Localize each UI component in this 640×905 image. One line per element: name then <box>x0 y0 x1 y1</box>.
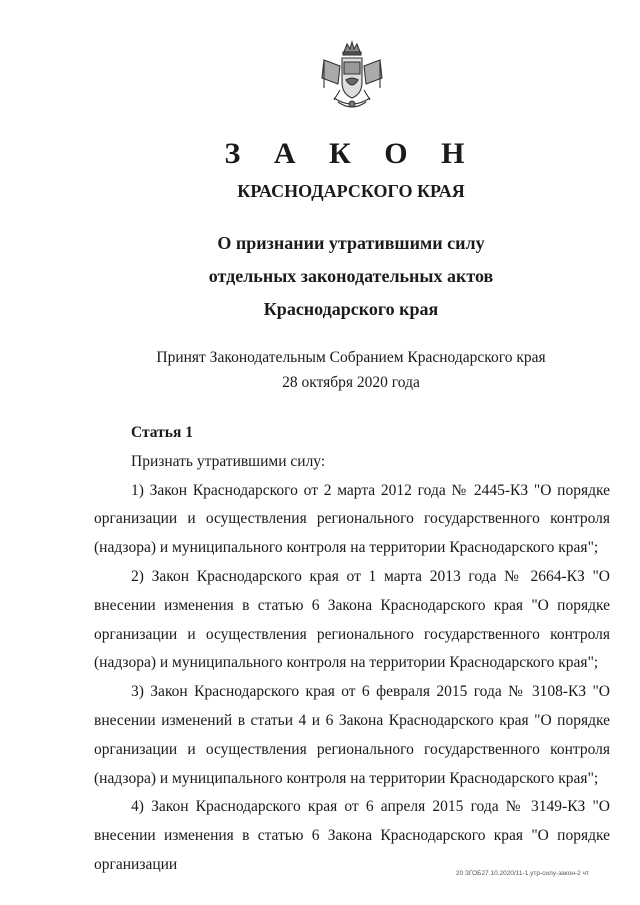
adoption-date: 28 октября 2020 года <box>282 374 420 391</box>
article-lead: Признать утратившими силу: <box>131 452 326 470</box>
law-subject <box>0 227 640 326</box>
subject-line-1: О признании утратившими силу <box>217 233 485 253</box>
document-type-title: З А К О Н <box>224 137 478 170</box>
region-title: КРАСНОДАРСКОГО КРАЯ <box>237 181 465 201</box>
article-body <box>94 419 610 880</box>
adoption-note <box>0 345 640 395</box>
adoption-line-1: Принят Законодательным Собранием Краснодарского края <box>156 349 546 366</box>
subject-line-2: отдельных законодательных актов <box>208 266 494 286</box>
article-item: 3) Закон Краснодарского края от 6 февраля 2015 года № 3108-КЗ "О внесении изменений в статьи 4 и 6 Закона Краснодарского края "О порядке организации и осуществления регионального государственного контроля (надзора) и муниципального контроля на территории Краснодарского края"; <box>94 683 610 787</box>
document-footer-stamp: 20 ЗГОБ27.10.2020/11-1.утр-силу-закон-2 чт <box>456 870 589 877</box>
article-heading: Статья 1 <box>131 424 193 441</box>
article-item: 4) Закон Краснодарского края от 6 апреля 2015 года № 3149-КЗ "О внесении изменения в статью 6 Закона Краснодарского края "О порядке организации <box>94 798 610 873</box>
article-item: 2) Закон Краснодарского края от 1 марта 2013 года № 2664-КЗ "О внесении изменения в статью 6 Закона Краснодарского края "О порядке организации и осуществления регионального государственного контроля (надзора) и муниципального контроля на территории Краснодарского края"; <box>94 567 610 672</box>
coat-of-arms-icon <box>318 40 386 114</box>
article-item: 1) Закон Краснодарского от 2 марта 2012 года № 2445-КЗ "О порядке организации и осуществления регионального государственного контроля (надзора) и муниципального контроля на территории Краснодарского края"; <box>94 481 610 557</box>
subject-line-3: Краснодарского края <box>263 299 439 319</box>
